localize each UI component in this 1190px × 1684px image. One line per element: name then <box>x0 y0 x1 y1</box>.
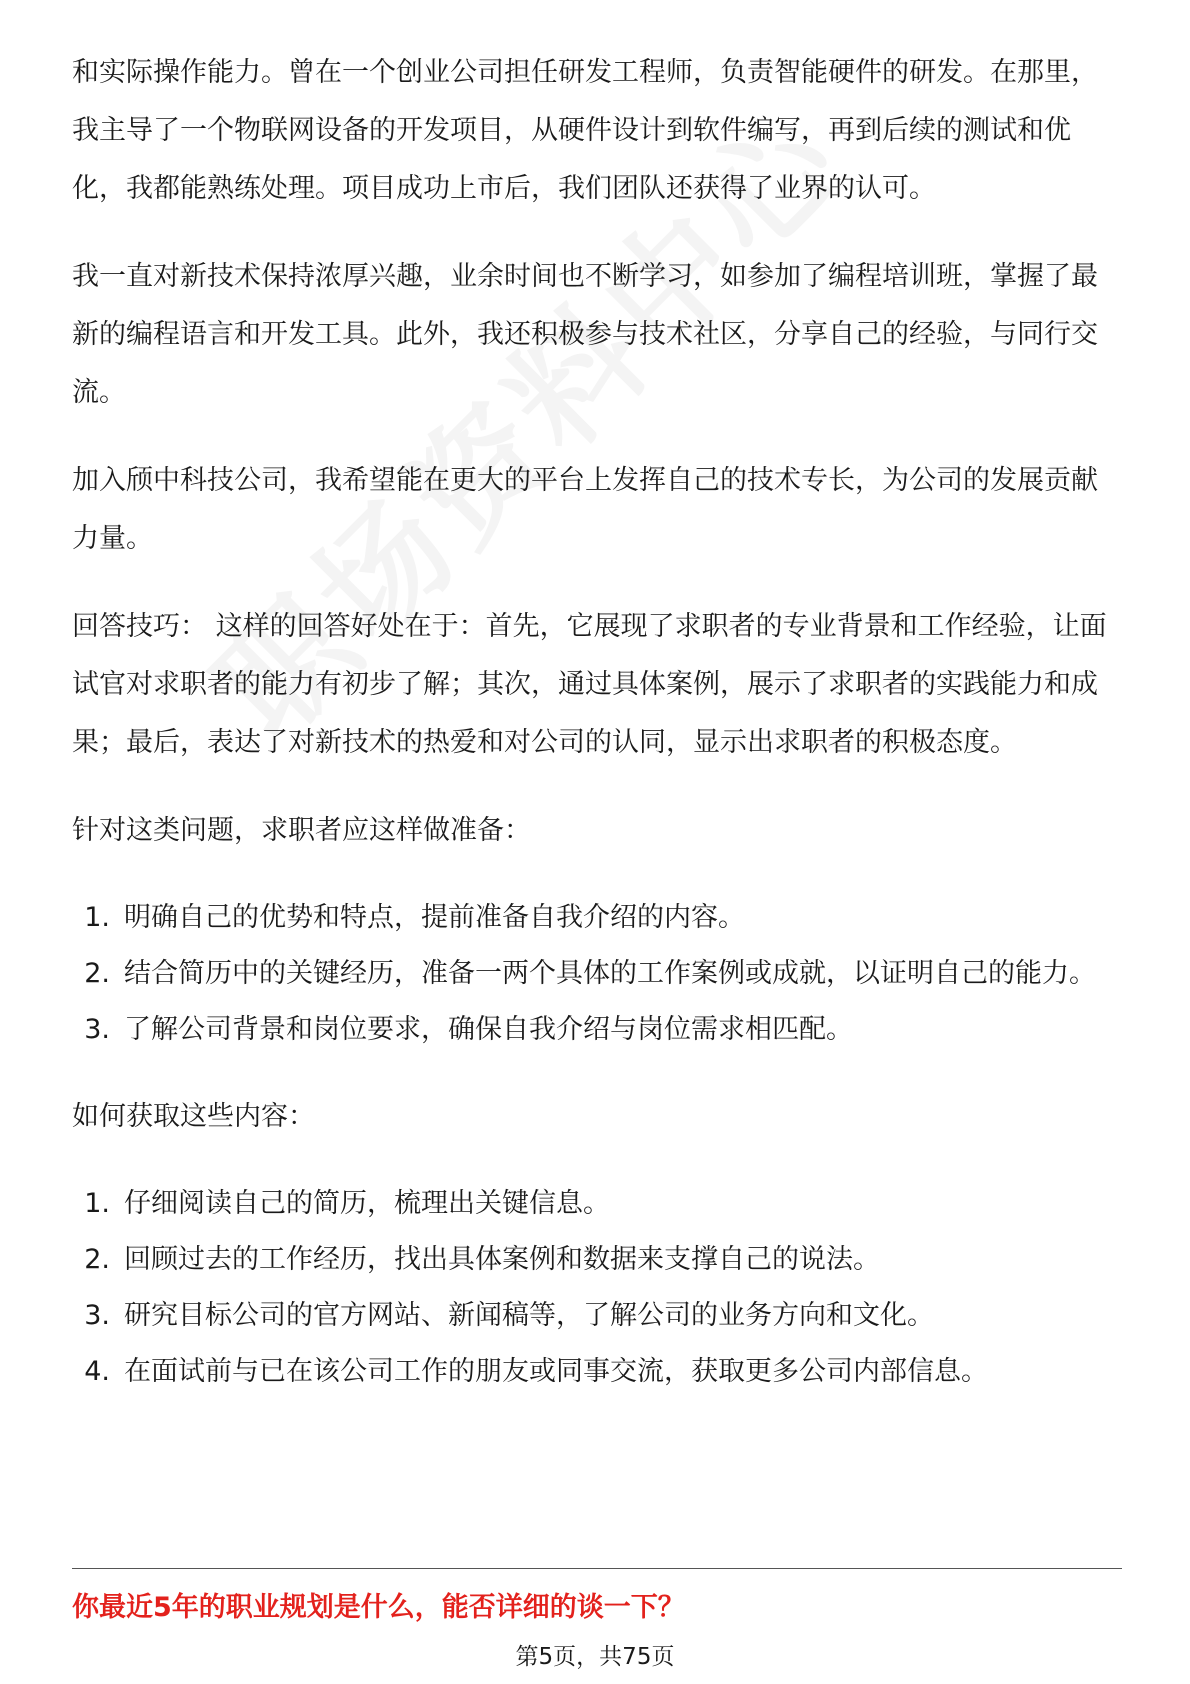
list-number: 3. <box>84 1014 110 1045</box>
list-item <box>72 890 1122 946</box>
list-item <box>72 1002 1122 1058</box>
paragraph-prep-heading: 针对这类问题，求职者应这样做准备： <box>72 815 531 846</box>
paragraph-company: 加入颀中科技公司，我希望能在更大的平台上发挥自己的技术专长，为公司的发展贡献力量。 <box>72 465 1098 554</box>
list-text: 仔细阅读自己的简历，梳理出关键信息。 <box>124 1188 610 1219</box>
list-text: 明确自己的优势和特点，提前准备自我介绍的内容。 <box>124 902 745 933</box>
next-question-heading: 你最近5年的职业规划是什么，能否详细的谈一下？ <box>72 1592 685 1623</box>
list-number: 1. <box>84 902 110 933</box>
list-number: 3. <box>84 1300 110 1331</box>
list-text: 回顾过去的工作经历，找出具体案例和数据来支撑自己的说法。 <box>124 1244 880 1275</box>
list-number: 2. <box>84 1244 110 1275</box>
list-item <box>72 1232 1122 1288</box>
list-item <box>72 1288 1122 1344</box>
list-text: 结合简历中的关键经历，准备一两个具体的工作案例或成就，以证明自己的能力。 <box>124 958 1096 989</box>
section-divider <box>72 1568 1122 1569</box>
document-body <box>72 44 1122 1430</box>
list-number: 1. <box>84 1188 110 1219</box>
paragraph-learning: 我一直对新技术保持浓厚兴趣，业余时间也不断学习，如参加了编程培训班，掌握了最新的编程语言和开发工具。此外，我还积极参与技术社区，分享自己的经验，与同行交流。 <box>72 261 1098 408</box>
paragraph-experience: 和实际操作能力。曾在一个创业公司担任研发工程师，负责智能硬件的研发。在那里，我主导了一个物联网设备的开发项目，从硬件设计到软件编写，再到后续的测试和优化，我都能熟练处理。项目成功上市后，我们团队还获得了业界的认可。 <box>72 57 1098 204</box>
list-text: 研究目标公司的官方网站、新闻稿等，了解公司的业务方向和文化。 <box>124 1300 934 1331</box>
list-item <box>72 1176 1122 1232</box>
page-footer: 第5页，共75页 <box>515 1644 675 1670</box>
list-item <box>72 1344 1122 1400</box>
list-number: 2. <box>84 958 110 989</box>
list-item <box>72 946 1122 1002</box>
list-number: 4. <box>84 1356 110 1387</box>
list-text: 了解公司背景和岗位要求，确保自我介绍与岗位需求相匹配。 <box>124 1014 853 1045</box>
paragraph-answer-tips: 回答技巧： 这样的回答好处在于：首先，它展现了求职者的专业背景和工作经验，让面试官对求职者的能力有初步了解；其次，通过具体案例，展示了求职者的实践能力和成果；最后，表达了对新技术的热爱和对公司的认同，显示出求职者的积极态度。 <box>72 611 1107 758</box>
prep-list <box>72 890 1122 1058</box>
obtain-heading: 如何获取这些内容： <box>72 1101 315 1132</box>
obtain-list <box>72 1176 1122 1400</box>
list-text: 在面试前与已在该公司工作的朋友或同事交流，获取更多公司内部信息。 <box>124 1356 988 1387</box>
